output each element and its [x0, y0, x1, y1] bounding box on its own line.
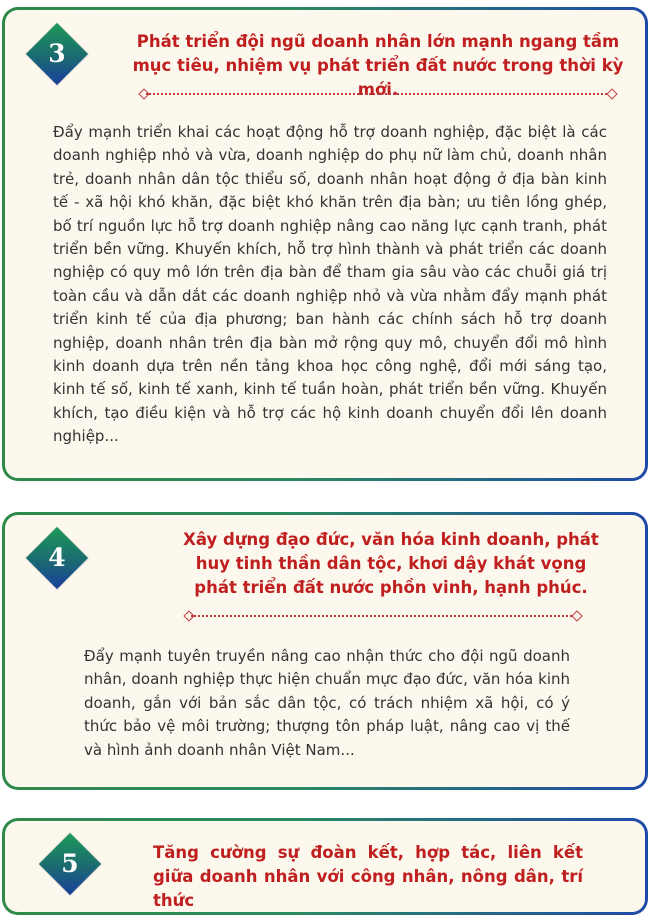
section-title-4: Xây dựng đạo đức, văn hóa kinh doanh, phát huy tinh thần dân tộc, khơi dậy khát vọng phát triển đất nước phồn vinh, hạnh phúc. — [183, 530, 599, 597]
section-body-4: Đẩy mạnh tuyên truyền nâng cao nhận thức cho đội ngũ doanh nhân, doanh nghiệp thực hiện chuẩn mực đạo đức, văn hóa kinh doanh, gắn với bản sắc dân tộc, có trách nhiệm xã hội, có ý thức bảo vệ môi trường; thượng tôn pháp luật, nâng cao vị thế và hình ảnh doanh nhân Việt Nam... — [84, 647, 570, 759]
section-card-3 — [2, 7, 648, 481]
section-body-3: Đẩy mạnh triển khai các hoạt động hỗ trợ doanh nghiệp, đặc biệt là các doanh nghiệp nhỏ và vừa, doanh nghiệp do phụ nữ làm chủ, doanh nhân trẻ, doanh nhân dân tộc thiểu số, doanh nhân hoạt động ở địa bàn kinh tế - xã hội khó khăn, đặc biệt khó khăn trên địa bàn; ưu tiên lồng ghép, bố trí nguồn lực hỗ trợ doanh nghiệp nâng cao năng lực cạnh tranh, phát triển bền vững. Khuyến khích, hỗ trợ hình thành và phát triển các doanh nghiệp có quy mô lớn trên địa bàn để tham gia sâu vào các chuỗi giá trị toàn cầu và dẫn dắt các doanh nghiệp nhỏ và vừa nhằm đẩy mạnh phát triển kinh tế của địa phương; ban hành các chính sách hỗ trợ doanh nghiệp, doanh nhân trên địa bàn mở rộng quy mô, chuyển đổi mô hình kinh doanh dựa trên nền tảng khoa học công nghệ, đổi mới sáng tạo, kinh tế số, kinh tế xanh, kinh tế tuần hoàn, phát triển bền vững. Khuyến khích, tạo điều kiện và hỗ trợ các hộ kinh doanh chuyển đổi lên doanh nghiệp... — [53, 123, 607, 446]
title-divider-4 — [185, 612, 581, 620]
section-card-4 — [2, 512, 648, 790]
section-title-5: Tăng cường sự đoàn kết, hợp tác, liên kết giữa doanh nhân với công nhân, nông dân, trí thức — [153, 843, 583, 910]
title-divider-3 — [140, 90, 616, 98]
section-number-4: 4 — [48, 543, 66, 572]
section-number-5: 5 — [61, 849, 79, 878]
section-card-5 — [2, 818, 648, 915]
section-title-3: Phát triển đội ngũ doanh nhân lớn mạnh ngang tầm mục tiêu, nhiệm vụ phát triển đất nước trong thời kỳ mới. — [132, 32, 624, 99]
section-number-3: 3 — [48, 39, 66, 68]
